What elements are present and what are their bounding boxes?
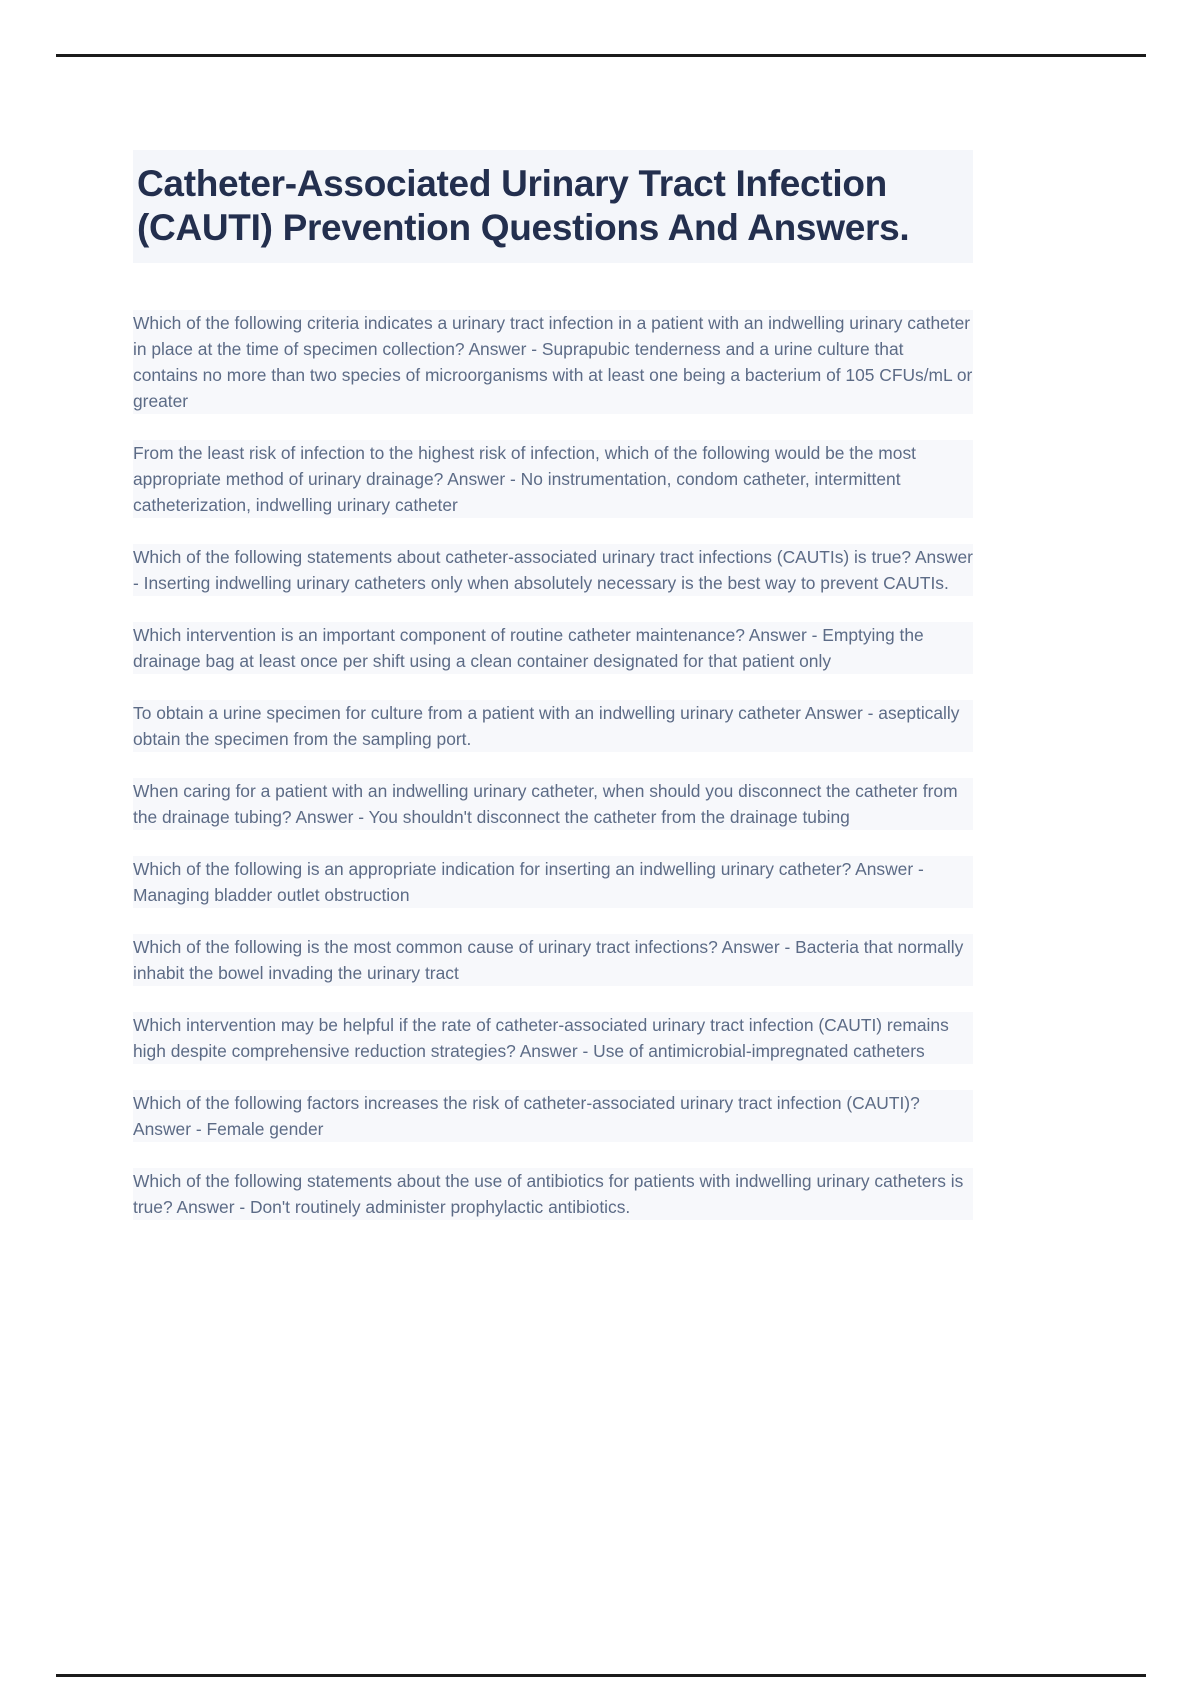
qa-text: Which of the following is an appropriate indication for inserting an indwelling urinary catheter? Answer - Managing bladder outlet obstruction	[133, 859, 924, 906]
qa-text: Which of the following criteria indicates a urinary tract infection in a patient with an indwelling urinary catheter in place at the time of specimen collection? Answer - Suprapubic tenderness and a urine culture that contains no more than two species of microorganisms with at least one being a bacterium of 105 CFUs/mL or greater	[133, 313, 973, 412]
qa-item	[133, 1168, 973, 1220]
qa-item	[133, 310, 973, 414]
document-content	[133, 150, 973, 1220]
qa-item	[133, 1012, 973, 1064]
qa-item	[133, 856, 973, 908]
qa-item	[133, 544, 973, 596]
qa-item	[133, 440, 973, 518]
qa-item	[133, 700, 973, 752]
qa-text: Which intervention is an important component of routine catheter maintenance? Answer - Emptying the drainage bag at least once per shift using a clean container designated for that patient only	[133, 625, 924, 672]
header-divider	[56, 54, 1146, 57]
qa-item	[133, 934, 973, 986]
qa-text: Which of the following factors increases the risk of catheter-associated urinary tract infection (CAUTI)? Answer - Female gender	[133, 1093, 920, 1140]
qa-text: To obtain a urine specimen for culture from a patient with an indwelling urinary catheter Answer - aseptically obtain the specimen from the sampling port.	[133, 703, 960, 750]
qa-item	[133, 778, 973, 830]
qa-text: Which of the following statements about catheter-associated urinary tract infections (CAUTIs) is true? Answer - Inserting indwelling urinary catheters only when absolutely necessary is the best way to prevent CAUTIs.	[133, 547, 973, 594]
qa-text: Which intervention may be helpful if the rate of catheter-associated urinary tract infection (CAUTI) remains high despite comprehensive reduction strategies? Answer - Use of antimicrobial-impregnated catheters	[133, 1015, 949, 1062]
footer-divider	[56, 1674, 1146, 1677]
qa-text: When caring for a patient with an indwelling urinary catheter, when should you disconnect the catheter from the drainage tubing? Answer - You shouldn't disconnect the catheter from the drainage tubing	[133, 781, 958, 828]
page-title: Catheter-Associated Urinary Tract Infection (CAUTI) Prevention Questions And Answers.	[133, 150, 973, 263]
qa-item	[133, 1090, 973, 1142]
qa-item	[133, 622, 973, 674]
qa-text: From the least risk of infection to the highest risk of infection, which of the following would be the most appropriate method of urinary drainage? Answer - No instrumentation, condom catheter, intermittent catheterization, indwelling urinary catheter	[133, 443, 916, 516]
qa-text: Which of the following is the most common cause of urinary tract infections? Answer - Bacteria that normally inhabit the bowel invading the urinary tract	[133, 937, 964, 984]
qa-text: Which of the following statements about the use of antibiotics for patients with indwelling urinary catheters is true? Answer - Don't routinely administer prophylactic antibiotics.	[133, 1171, 964, 1218]
question-answer-list	[133, 310, 973, 1220]
